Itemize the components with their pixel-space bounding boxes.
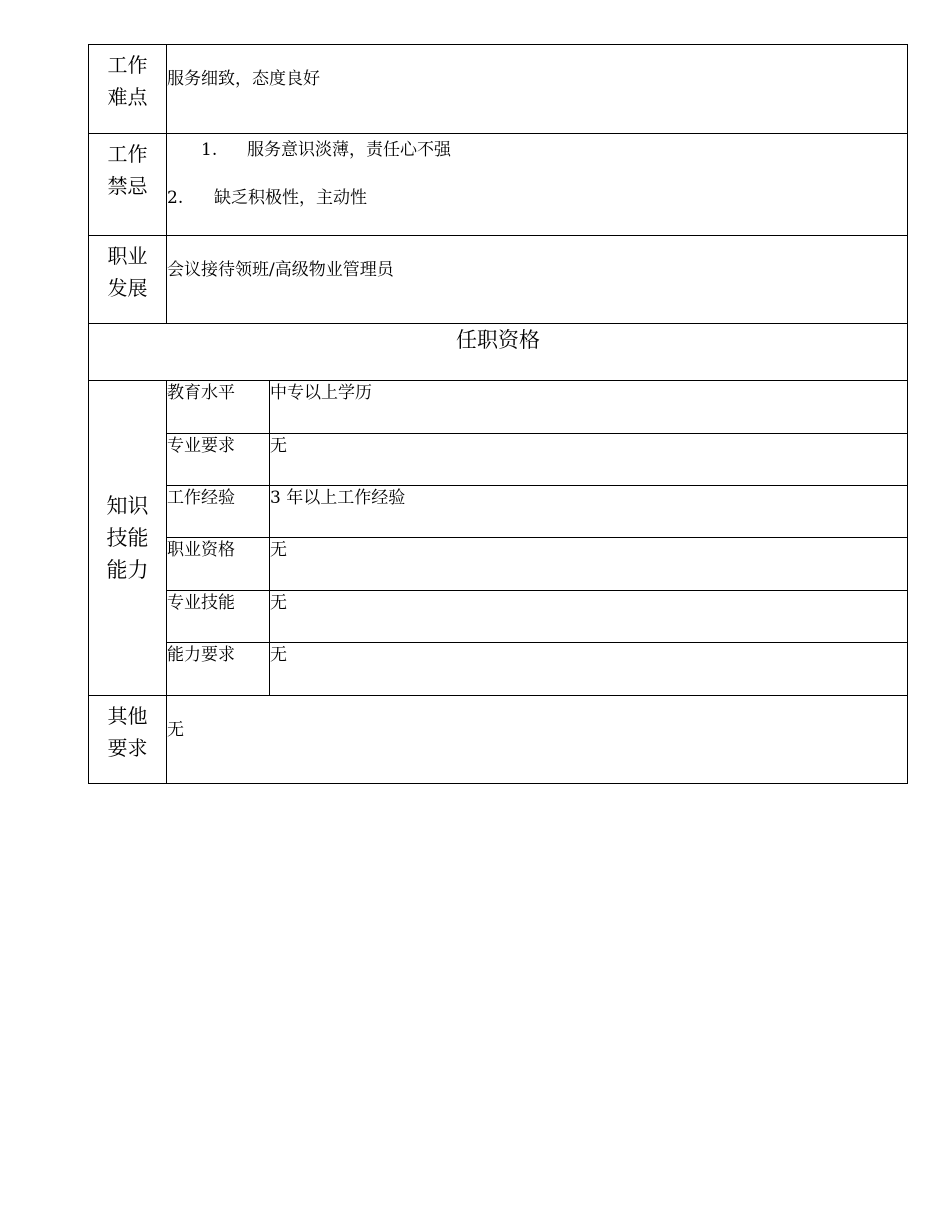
skill-label-major: 专业要求 — [167, 434, 270, 486]
other-requirements-cell — [167, 696, 908, 784]
skill-row — [89, 591, 908, 643]
row-work-prohibitions — [89, 134, 908, 236]
skill-row — [89, 538, 908, 591]
career-development-label: 职业 发展 — [89, 236, 167, 324]
work-prohibitions-cell — [167, 134, 908, 236]
work-difficulty-label: 工作 难点 — [89, 45, 167, 134]
other-requirements-text: 无 — [167, 720, 184, 740]
skill-value-professional-skill: 无 — [270, 591, 908, 643]
job-spec-table — [88, 44, 908, 784]
prohibition-item-2: 2. 缺乏积极性，主动性 — [167, 188, 367, 208]
skill-label-experience: 工作经验 — [167, 486, 270, 538]
skill-value-experience: 3 年以上工作经验 — [270, 486, 908, 538]
skill-row — [89, 434, 908, 486]
row-other-requirements — [89, 696, 908, 784]
skill-value-education: 中专以上学历 — [270, 381, 908, 434]
skill-label-education: 教育水平 — [167, 381, 270, 434]
skill-value-ability: 无 — [270, 643, 908, 696]
skill-label-professional-skill: 专业技能 — [167, 591, 270, 643]
skill-row — [89, 486, 908, 538]
row-career-development — [89, 236, 908, 324]
career-development-cell — [167, 236, 908, 324]
skill-row — [89, 643, 908, 696]
career-development-text: 会议接待领班/高级物业管理员 — [167, 260, 394, 280]
row-work-difficulty — [89, 45, 908, 134]
work-difficulty-cell — [167, 45, 908, 134]
work-prohibitions-label: 工作 禁忌 — [89, 134, 167, 236]
prohibition-item-1: 1. 服务意识淡薄，责任心不强 — [201, 140, 451, 160]
knowledge-skills-ability-label: 知识 技能 能力 — [89, 381, 167, 696]
other-requirements-label: 其他 要求 — [89, 696, 167, 784]
skill-label-qualification: 职业资格 — [167, 538, 270, 591]
work-difficulty-text: 服务细致，态度良好 — [167, 69, 320, 89]
skill-value-qualification: 无 — [270, 538, 908, 591]
skill-value-major: 无 — [270, 434, 908, 486]
skill-row — [89, 381, 908, 434]
qualification-title: 任职资格 — [89, 324, 908, 381]
skill-label-ability: 能力要求 — [167, 643, 270, 696]
row-qualification-title — [89, 324, 908, 381]
